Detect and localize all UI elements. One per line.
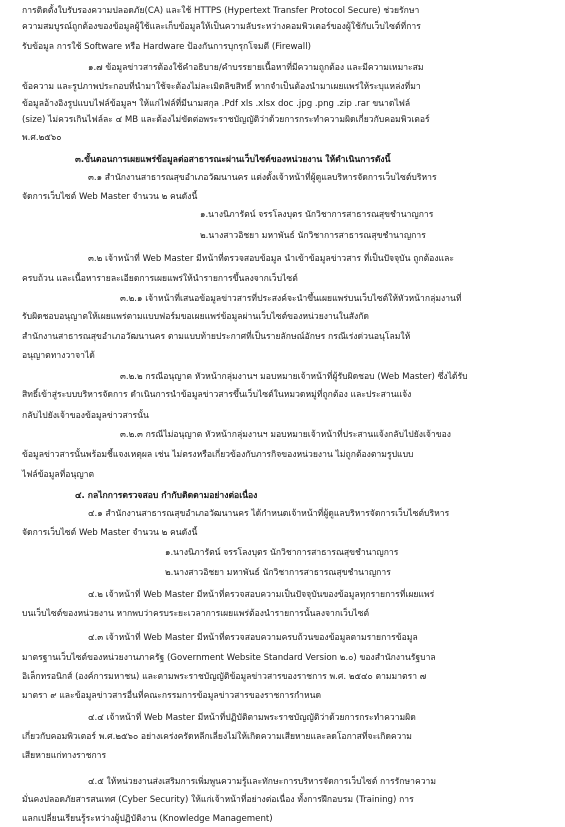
text-line: ๑.นางนิภารัตน์ จรรโลงบุตร นักวิชาการสาธารณสุขชำนาญการ xyxy=(200,210,434,220)
text-line: ๒.นางสาวอิชยา มหาพันธ์ นักวิชาการสาธารณสุขชำนาญการ xyxy=(200,231,426,241)
text-line: ไฟล์ข้อมูลที่อนุญาต xyxy=(22,470,95,480)
text-line: ครบถ้วน และเนื้อหารายละเอียดการเผยแพร่ให้นำรายการขึ้นลงจากเว็บไซต์ xyxy=(22,274,298,284)
text-line: พ.ศ.๒๕๖๐ xyxy=(22,133,62,143)
text-line: มาตรา ๙ และข้อมูลข่าวสารอื่นที่คณะกรรมการข้อมูลข่าวสารของราชการกำหนด xyxy=(22,691,322,701)
text-line: สิทธิ์เข้าสู่ระบบบริหารจัดการ ดำเนินการนำข้อมูลข่าวสารขึ้นเว็บไซต์ในหมวดหมู่ที่ถูกต้อง และประสานแจ้ง xyxy=(22,390,412,400)
text-line: มาตรฐานเว็บไซต์ของหน่วยงานภาครัฐ (Government Website Standard Version ๒.๐) ของสำนักงานรัฐบาล xyxy=(22,653,436,663)
section-heading: ๓.ขั้นตอนการเผยแพร่ข้อมูลต่อสาธารณะผ่านเว็บไซต์ของหน่วยงาน ให้ดำเนินการดังนี้ xyxy=(75,155,391,165)
text-line: ๓.๑ สำนักงานสาธารณสุขอำเภอวัฒนานคร แต่งตั้งเจ้าหน้าที่ผู้ดูแลบริหารจัดการเว็บไซต์บริหาร xyxy=(88,173,437,183)
text-line: ข้อมูลอ้างอิงรูปแบบไฟล์ข้อมูลฯ ให้แก่ไฟล์ที่มีนามสกุล .Pdf xls .xlsx doc .jpg .png .zip .rar ขนาดไฟล์ xyxy=(22,99,411,109)
text-line: บนเว็บไซต์ของหน่วยงาน หากพบว่าครบระยะเวลาการเผยแพร่ต้องนำรายการนั้นลงจากเว็บไซต์ xyxy=(22,609,370,619)
text-line: ๔.๔ เจ้าหน้าที่ Web Master มีหน้าที่ปฏิบัติตามพระราชบัญญัติว่าด้วยการกระทำความผิด xyxy=(88,713,416,723)
text-line: เกี่ยวกับคอมพิวเตอร์ พ.ศ.๒๕๖๐ อย่างเคร่งครัดหลีกเลี่ยงไม่ให้เกิดความเสียหายและลดโอกาสที่จะเกิดความ xyxy=(22,732,412,742)
text-line: ๔.๒ เจ้าหน้าที่ Web Master มีหน้าที่ตรวจสอบความเป็นปัจจุบันของข้อมูลทุกรายการที่เผยแพร่ xyxy=(88,590,435,600)
text-line: ๓.๒ เจ้าหน้าที่ Web Master มีหน้าที่ตรวจสอบข้อมูล นำเข้าข้อมูลข่าวสาร ที่เป็นปัจจุบัน ถูกต้องและ xyxy=(88,254,454,264)
text-line: ความสมบูรณ์ถูกต้องของข้อมูลผู้ใช้และเก็บข้อมูลให้เป็นความลับระหว่างคอมพิวเตอร์ของผู้ใช้กับเว็บไซต์ที่การ xyxy=(22,22,421,32)
text-line: ๑.นางนิภารัตน์ จรรโลงบุตร นักวิชาการสาธารณสุขชำนาญการ xyxy=(165,548,399,558)
text-line: กลับไปยังเจ้าของข้อมูลข่าวสารนั้น xyxy=(22,411,149,421)
text-line: สำนักงานสาธารณสุขอำเภอวัฒนานคร ตามแบบท้ายประกาศที่เป็นรายลักษณ์อักษร กรณีเร่งด่วนอนุโลมให้ xyxy=(22,332,411,342)
text-line: ๑.๗ ข้อมูลข่าวสารต้องใช้คำอธิบาย/คำบรรยายเนื้อหาที่มีความถูกต้อง และมีความเหมาะสม xyxy=(88,63,424,73)
text-line: อิเล็กทรอนิกส์ (องค์การมหาชน) และตามพระราชบัญญัติข้อมูลข่าวสารของราชการ พ.ศ. ๒๕๔๐ ตามมาตรา ๗ xyxy=(22,672,427,682)
text-line: ๓.๒.๑ เจ้าหน้าที่เสนอข้อมูลข่าวสารที่ประสงค์จะนำขึ้นเผยแพร่บนเว็บไซต์ให้หัวหน้ากลุ่มงานที่ xyxy=(120,294,462,304)
text-line: ๓.๒.๓ กรณีไม่อนุญาต หัวหน้ากลุ่มงานฯ มอบหมายเจ้าหน้าที่ประสานแจ้งกลับไปยังเจ้าของ xyxy=(120,430,451,440)
text-line: ข้อมูลข่าวสารนั้นพร้อมชี้แจงเหตุผล เช่น ไม่ตรงหรือเกี่ยวข้องกับภารกิจของหน่วยงาน ไม่ถูกต้องตามรูปแบบ xyxy=(22,450,414,460)
text-line: จัดการเว็บไซต์ Web Master จำนวน ๒ คนดังนี้ xyxy=(22,192,198,202)
text-line: มั่นคงปลอดภัยสารสนเทศ (Cyber Security) ให้แก่เจ้าหน้าที่อย่างต่อเนื่อง ทั้งการฝึกอบรม (Training) การ xyxy=(22,795,414,805)
text-line: แลกเปลี่ยนเรียนรู้ระหว่างผู้ปฏิบัติงาน (Knowledge Management) xyxy=(22,814,273,824)
text-line: ข้อความ และรูปภาพประกอบที่นำมาใช้จะต้องไม่ละเมิดลิขสิทธิ์ หากจำเป็นต้องนำมาเผยแพร่ให้ระบุแหล่งที่มา xyxy=(22,82,421,92)
text-line: การติดตั้งใบรับรองความปลอดภัย(CA) และใช้ HTTPS (Hypertext Transfer Protocol Secure) ช่วยรักษา xyxy=(22,6,420,16)
text-line: ๔.๑ สำนักงานสาธารณสุขอำเภอวัฒนานคร ได้กำหนดเจ้าหน้าที่ผู้ดูแลบริหารจัดการเว็บไซต์บริหาร xyxy=(88,509,450,519)
text-line: ๓.๒.๒ กรณีอนุญาต หัวหน้ากลุ่มงานฯ มอบหมายเจ้าหน้าที่ผู้รับผิดชอบ (Web Master) ซึ่งได้รับ xyxy=(120,372,468,382)
text-line: ๔.๕ ให้หน่วยงานส่งเสริมการเพิ่มพูนความรู้และทักษะการบริหารจัดการเว็บไซต์ การรักษาความ xyxy=(88,777,437,787)
text-line: เสียหายแก่ทางราชการ xyxy=(22,751,107,761)
text-line: รับผิดชอบอนุญาตให้เผยแพร่ตามแบบฟอร์มขอเผยแพร่ข้อมูลผ่านเว็บไซต์ของหน่วยงานในสังกัด xyxy=(22,312,369,322)
text-line: ๒.นางสาวอิชยา มหาพันธ์ นักวิชาการสาธารณสุขชำนาญการ xyxy=(165,568,391,578)
text-line: (size) ไม่ควรเกินไฟล์ละ ๔ MB และต้องไม่ขัดต่อพระราชบัญญัติว่าด้วยการกระทำความผิดเกี่ยวกับคอมพิวเตอร์ xyxy=(22,115,430,125)
text-line: อนุญาตทางวาจาได้ xyxy=(22,351,95,361)
text-line: รับข้อมูล การใช้ Software หรือ Hardware ป้องกันการบุกรุกโจมตี (Firewall) xyxy=(22,42,311,52)
text-line: ๔.๓ เจ้าหน้าที่ Web Master มีหน้าที่ตรวจสอบความครบถ้วนของข้อมูลตามรายการข้อมูล xyxy=(88,633,418,643)
section-heading: ๔. กลไกการตรวจสอบ กำกับติดตามอย่างต่อเนื่อง xyxy=(75,491,258,501)
text-line: จัดการเว็บไซต์ Web Master จำนวน ๒ คนดังนี้ xyxy=(22,528,198,538)
